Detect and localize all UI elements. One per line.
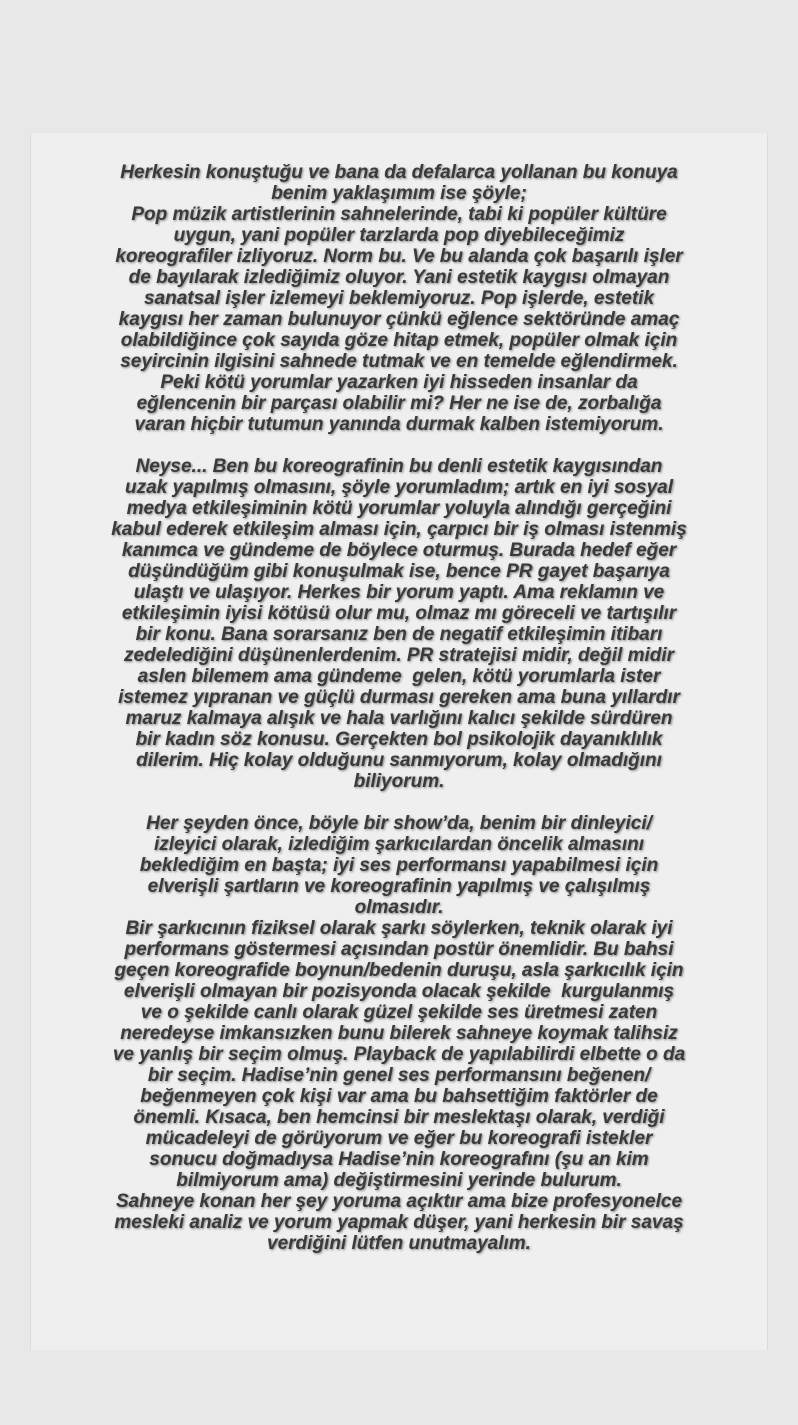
- paragraph-performance: Her şeyden önce, böyle bir show’da, benim bir dinleyici/ izleyici olarak, izlediğim şarkıcılardan öncelik almasını beklediğim en başta; iyi ses performansı yapabilmesi için elverişli şartların ve koreografinin yapılmış ve çalışılmış olmasıdır. Bir şarkıcının fiziksel olarak şarkı söylerken, teknik olarak iyi performans göstermesi açısından postür önemlidir. Bu bahsi geçen koreografide boynun/bedenin duruşu, asla şarkıcılık için elverişli olmayan bir pozisyonda olacak şekilde kurgulanmış ve o şekilde canlı olarak güzel şekilde ses üretmesi zaten neredeyse imkansızken bunu bilerek sahneye koymak talihsiz ve yanlış bir seçim olmuş. Playback de yapılabilirdi elbette o da bir seçim. Hadise’nin genel ses performansını beğenen/ beğenmeyen çok kişi var ama bu bahsettiğim faktörler de önemli. Kısaca, ben hemcinsi bir meslektaşı olarak, verdiği mücadeleyi de görüyorum ve eğer bu koreografi istekler sonucu doğmadıysa Hadise’nin koreografını (şu an kim bilmiyorum ama) değiştirmesini yerinde bulurum. Sahneye konan her şey yoruma açıktır ama bize profesyonelce mesleki analiz ve yorum yapmak düşer, yani herkesin bir savaş verdiğini lütfen unutmayalım.: [112, 813, 686, 1254]
- paragraph-intro: Herkesin konuştuğu ve bana da defalarca yollanan bu konuya benim yaklaşımım ise şöyle; Pop müzik artistlerinin sahnelerinde, tabi ki popüler kültüre uygun, yani popüler tarzlarda pop diyebileceğimiz koreografiler izliyoruz. Norm bu. Ve bu alanda çok başarılı işler de bayılarak izlediğimiz oluyor. Yani estetik kaygısı olmayan sanatsal işler izlemeyi beklemiyoruz. Pop işlerde, estetik kaygısı her zaman bulunuyor çünkü eğlence sektöründe amaç olabildiğince çok sayıda göze hitap etmek, popüler olmak için seyircinin ilgisini sahnede tutmak ve en temelde eğlendirmek. Peki kötü yorumlar yazarken iyi hisseden insanlar da eğlencenin bir parçası olabilir mi? Her ne ise de, zorbalığa varan hiçbir tutumun yanında durmak kalben istemiyorum.: [115, 162, 683, 435]
- story-text: [31, 162, 767, 1275]
- story-panel: [30, 133, 768, 1350]
- paragraph-pr-comment: Neyse... Ben bu koreografinin bu denli estetik kaygısından uzak yapılmış olmasını, şöyle yorumladım; artık en iyi sosyal medya etkileşiminin kötü yorumlar yoluyla alındığı gerçeğini kabul ederek etkileşim alması için, çarpıcı bir iş olması istenmiş kanımca ve gündeme de böylece oturmuş. Burada hedef eğer düşündüğüm gibi konuşulmak ise, bence PR gayet başarıya ulaştı ve ulaşıyor. Herkes bir yorum yaptı. Ama reklamın ve etkileşimin iyisi kötüsü olur mu, olmaz mı göreceli ve tartışılır bir konu. Bana sorarsanız ben de negatif etkileşimin itibarı zedelediğini düşünenlerdenim. PR stratejisi midir, değil midir aslen bilemem ama gündeme gelen, kötü yorumlarla ister istemez yıpranan ve güçlü durması gereken ama buna yıllardır maruz kalmaya alışık ve hala varlığını kalıcı şekilde sürdüren bir kadın söz konusu. Gerçekten bol psikolojik dayanıklılık dilerim. Hiç kolay olduğunu sanmıyorum, kolay olmadığını biliyorum.: [111, 456, 687, 792]
